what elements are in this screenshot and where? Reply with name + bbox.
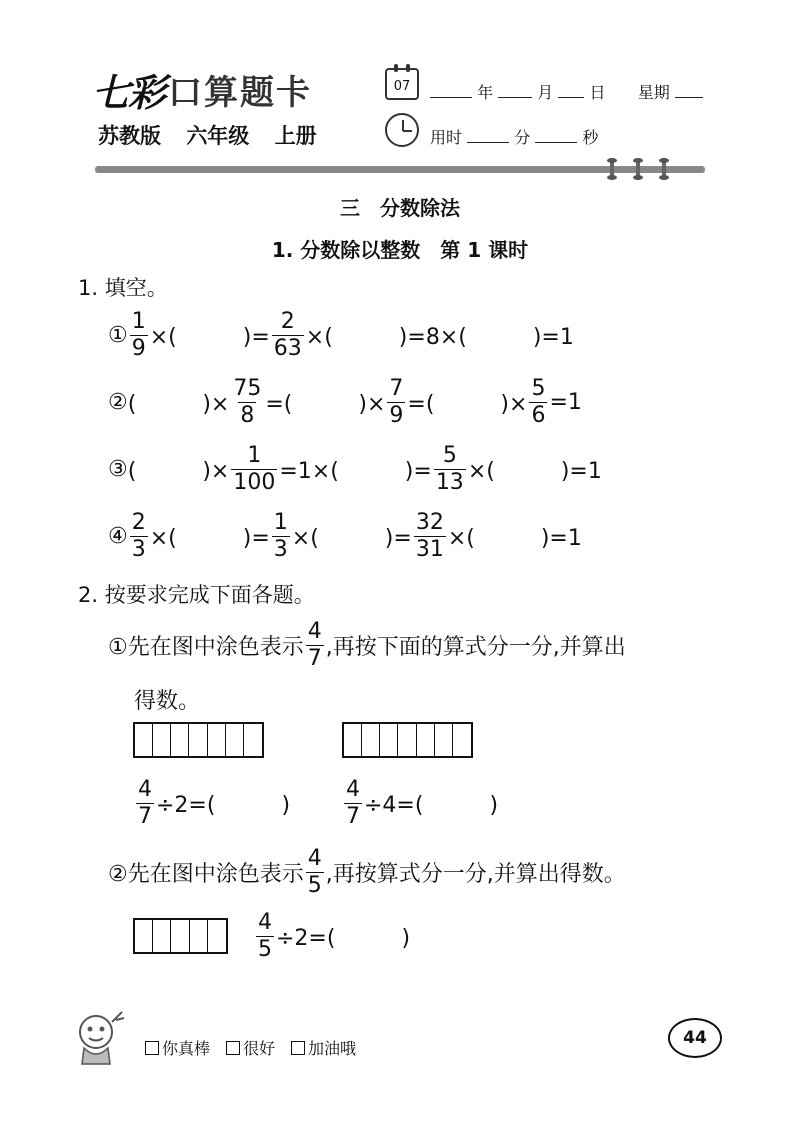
brand-logo: 七彩 <box>92 69 165 115</box>
q2-part1-instruction <box>108 615 626 675</box>
equation-text[interactable]: ( )× <box>127 458 230 484</box>
item-marker: ① <box>108 322 128 348</box>
fraction: $\frac{7}{9}$ <box>389 375 404 428</box>
day-label: 日 <box>589 83 606 102</box>
equation-text[interactable]: ×( )=8×( )=1 <box>305 324 574 350</box>
fraction: $\frac{1}{100}$ <box>233 442 276 495</box>
equation-text[interactable]: ÷2=( ) <box>276 925 411 951</box>
q1-item-1 <box>108 305 574 365</box>
q2-equation-1 <box>134 773 290 833</box>
self-evaluation <box>145 1036 372 1059</box>
equation-text[interactable]: =1×( )= <box>279 458 432 484</box>
q2-equation-3 <box>254 906 410 966</box>
option-label: 加油哦 <box>308 1039 357 1058</box>
calendar-day: 07 <box>393 79 411 94</box>
fraction: $\frac{5}{13}$ <box>435 442 464 495</box>
fraction: $\frac{4}{7}$ <box>307 618 322 671</box>
option-label: 很好 <box>243 1039 276 1058</box>
q1-item-3 <box>108 439 602 499</box>
page-number: 44 <box>668 1018 722 1058</box>
equation-text[interactable]: ×( )= <box>149 525 270 551</box>
q2-title: 2. 按要求完成下面各题。 <box>78 583 315 607</box>
weekday-label: 星期 <box>637 83 670 102</box>
minutes-label: 分 <box>514 128 531 147</box>
fraction: $\frac{2}{63}$ <box>273 308 302 361</box>
q1-item-4 <box>108 506 582 566</box>
eval-option-keep-going[interactable] <box>291 1036 356 1059</box>
equation-text[interactable]: ÷2=( ) <box>156 792 291 818</box>
clock-icon <box>385 113 419 147</box>
brand-header <box>92 68 313 115</box>
edition-grade: 六年级 <box>186 124 250 148</box>
equation-text[interactable]: =( )× <box>407 391 528 417</box>
fraction: $\frac{4}{5}$ <box>307 845 322 898</box>
fraction: $\frac{4}{5}$ <box>258 909 272 962</box>
q2-equation-2 <box>342 773 498 833</box>
checkbox[interactable] <box>291 1041 305 1055</box>
instruction-text: ①先在图中涂色表示 <box>108 634 304 660</box>
equation-text[interactable]: ÷4=( ) <box>364 792 499 818</box>
equation-text: =1 <box>549 389 582 415</box>
instruction-text: ②先在图中涂色表示 <box>108 861 304 887</box>
date-fields[interactable] <box>430 80 703 103</box>
checkbox[interactable] <box>226 1041 240 1055</box>
q1-title: 1. 填空。 <box>78 276 168 300</box>
seconds-label: 秒 <box>582 128 599 147</box>
equation-text[interactable]: ×( )= <box>149 324 270 350</box>
q2-part2-instruction <box>108 842 626 902</box>
binder-pin-icon <box>636 158 640 180</box>
eval-option-great[interactable] <box>145 1036 210 1059</box>
shading-grid-5[interactable] <box>133 918 228 954</box>
fraction: $\frac{2}{3}$ <box>131 509 146 562</box>
equation-text[interactable]: ×( )=1 <box>447 525 582 551</box>
fraction: $\frac{5}{6}$ <box>531 375 546 428</box>
binder-pin-icon <box>662 158 666 180</box>
q2-part1-line2: 得数。 <box>134 689 201 714</box>
edition-line <box>98 120 335 150</box>
equation-text[interactable]: ×( )=1 <box>467 458 602 484</box>
time-fields[interactable] <box>430 125 598 148</box>
mascot-icon <box>72 1008 128 1066</box>
fraction: $\frac{32}{31}$ <box>415 509 444 562</box>
edition-publisher: 苏教版 <box>98 124 161 148</box>
eval-option-good[interactable] <box>226 1036 275 1059</box>
edition-volume: 上册 <box>274 124 317 148</box>
instruction-text: ,再按下面的算式分一分,并算出 <box>325 634 626 660</box>
item-marker: ③ <box>108 456 128 482</box>
equation-text[interactable]: ×( )= <box>291 525 412 551</box>
time-used-label: 用时 <box>430 128 463 147</box>
shading-grid-7-a[interactable] <box>133 722 264 758</box>
equation-text[interactable]: =( )× <box>265 391 386 417</box>
fraction: $\frac{1}{9}$ <box>131 308 146 361</box>
fraction: $\frac{75}{8}$ <box>233 375 262 428</box>
item-marker: ④ <box>108 523 128 549</box>
option-label: 你真棒 <box>162 1039 211 1058</box>
q1-item-2 <box>108 372 582 432</box>
month-label: 月 <box>537 83 554 102</box>
shading-grid-7-b[interactable] <box>342 722 473 758</box>
year-label: 年 <box>477 83 494 102</box>
equation-text[interactable]: ( )× <box>127 391 230 417</box>
instruction-text: ,再按算式分一分,并算出得数。 <box>325 861 626 887</box>
item-marker: ② <box>108 389 128 415</box>
chapter-title: 三 分数除法 <box>340 196 460 220</box>
binder-pin-icon <box>610 158 614 180</box>
fraction: $\frac{4}{7}$ <box>138 776 152 829</box>
fraction: $\frac{1}{3}$ <box>273 509 288 562</box>
checkbox[interactable] <box>145 1041 159 1055</box>
fraction: $\frac{4}{7}$ <box>346 776 360 829</box>
calendar-icon <box>385 68 419 100</box>
brand-title: 口算题卡 <box>168 72 313 113</box>
lesson-title: 1. 分数除以整数 第 1 课时 <box>271 238 529 262</box>
